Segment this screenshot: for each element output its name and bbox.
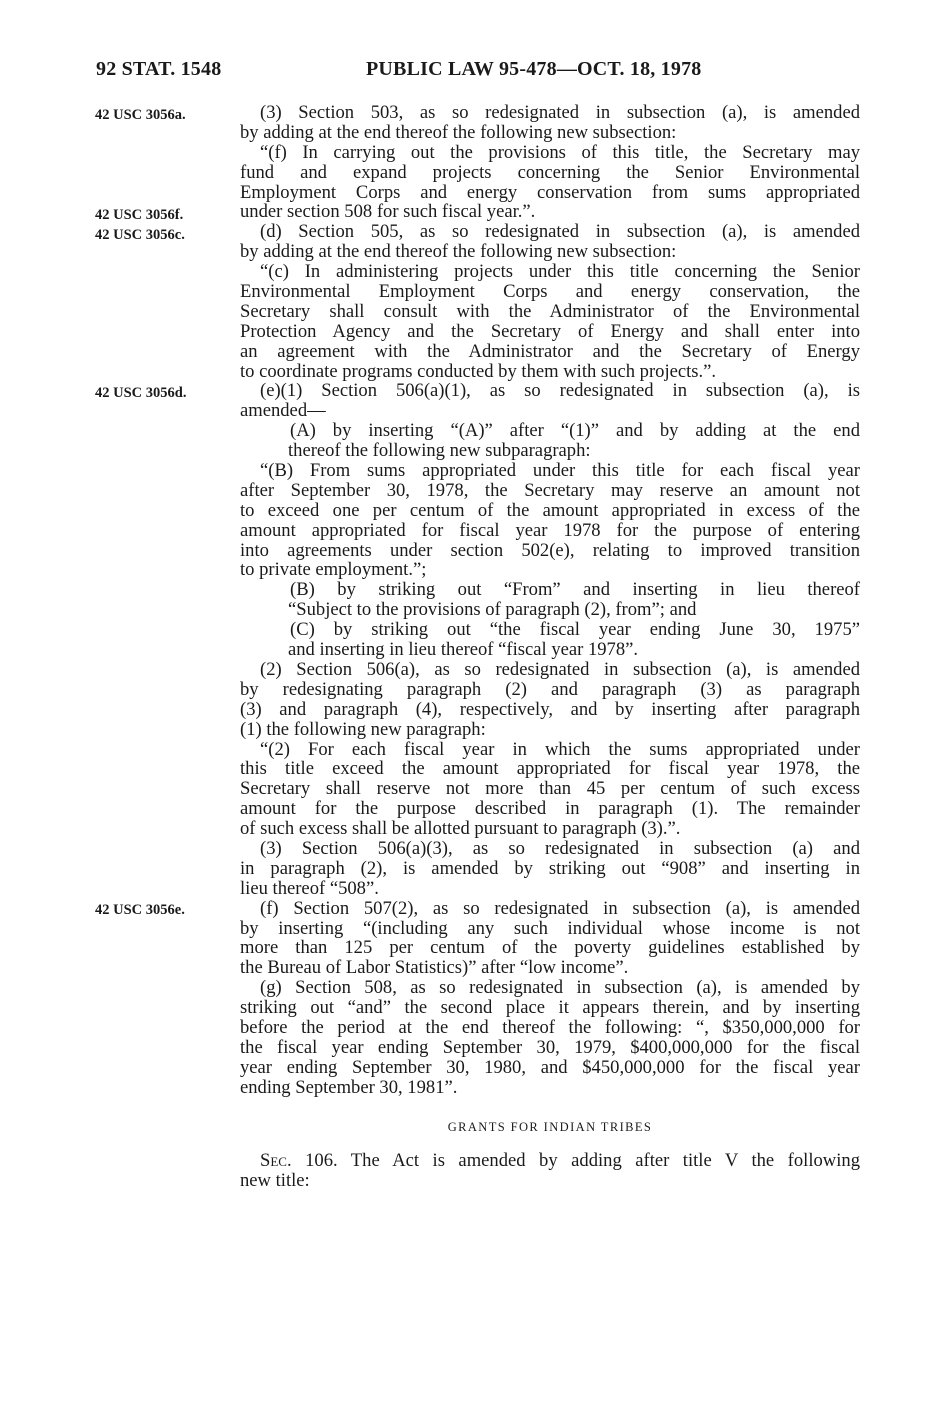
- text-line: to private employment.”;: [240, 559, 427, 581]
- text-line: Employment Corps and energy conservation from sums appropriated: [240, 181, 860, 203]
- text-line: (C) by striking out “the fiscal year ending June 30, 1975”: [290, 619, 860, 641]
- text-line: amended—: [240, 400, 326, 422]
- text-line: Secretary shall reserve not more than 45 per centum of such excess: [240, 778, 860, 800]
- text-line: [240, 1151, 860, 1171]
- text-line: (2) Section 506(a), as so redesignated in subsection (a), is amended: [260, 658, 860, 680]
- text-line: (A) by inserting “(A)” after “(1)” and by adding at the end: [290, 420, 860, 442]
- section-label: Sec.: [260, 1150, 292, 1171]
- text-line: (f) Section 507(2), as so redesignated in subsection (a), is amended: [260, 897, 860, 919]
- text-line: “Subject to the provisions of paragraph (2), from”; and: [288, 599, 697, 621]
- section-106: [240, 1151, 860, 1191]
- text-line: “(B) From sums appropriated under this title for each fiscal year: [260, 460, 860, 482]
- text-line: (B) by striking out “From” and inserting in lieu thereof: [290, 579, 860, 601]
- margin-citation: 42 USC 3056e.: [95, 902, 185, 918]
- text-line: of such excess shall be allotted pursuant to paragraph (3).”.: [240, 818, 681, 840]
- text-line: amount for the purpose described in paragraph (1). The remainder: [240, 798, 860, 820]
- text-line: after September 30, 1978, the Secretary may reserve an amount not: [240, 479, 860, 501]
- text-line: the fiscal year ending September 30, 1979, $400,000,000 for the fiscal: [240, 1036, 860, 1058]
- text-line: striking out “and” the second place it appears therein, and by inserting: [240, 997, 860, 1019]
- text-line: by inserting “(including any such individual whose income is not: [240, 917, 860, 939]
- text-line: in paragraph (2), is amended by striking out “908” and inserting in: [240, 857, 860, 879]
- text-line: to coordinate programs conducted by them with such projects.”.: [240, 360, 717, 382]
- text-line: under section 508 for such fiscal year.”.: [240, 201, 536, 223]
- text-line: the Bureau of Labor Statistics)” after “low income”.: [240, 957, 629, 979]
- text-line: Protection Agency and the Secretary of Energy and shall enter into: [240, 320, 860, 342]
- statute-body: [240, 103, 860, 1098]
- text-line: (e)(1) Section 506(a)(1), as so redesignated in subsection (a), is: [260, 380, 860, 402]
- stat-page-number: 92 STAT. 1548: [96, 58, 222, 80]
- text-line: “(2) For each fiscal year in which the sums appropriated under: [260, 738, 860, 760]
- text-line: by adding at the end thereof the following new subsection:: [240, 121, 677, 143]
- text-line: (3) and paragraph (4), respectively, and by inserting after paragraph: [240, 698, 860, 720]
- text-line: (g) Section 508, as so redesignated in subsection (a), is amended by: [260, 977, 860, 999]
- text-line: into agreements under section 502(e), relating to improved transition: [240, 539, 860, 561]
- text-line: (1) the following new paragraph:: [240, 718, 486, 740]
- section-text: 106. The Act is amended by adding after title V the following: [291, 1150, 860, 1171]
- margin-citation: 42 USC 3056f.: [95, 207, 184, 223]
- text-line: more than 125 per centum of the poverty guidelines established by: [240, 937, 860, 959]
- running-header: [96, 58, 866, 84]
- text-line: before the period at the end thereof the following: “, $350,000,000 for: [240, 1016, 860, 1038]
- text-line: amount appropriated for fiscal year 1978 for the purpose of entering: [240, 519, 860, 541]
- text-line: new title:: [240, 1169, 310, 1191]
- text-line: ending September 30, 1981”.: [240, 1076, 458, 1098]
- text-line: and inserting in lieu thereof “fiscal year 1978”.: [288, 639, 639, 661]
- text-line: this title exceed the amount appropriated for fiscal year 1978, the: [240, 758, 860, 780]
- text-line: (d) Section 505, as so redesignated in subsection (a), is amended: [260, 221, 860, 243]
- margin-citation: 42 USC 3056a.: [95, 107, 186, 123]
- margin-citation: 42 USC 3056d.: [95, 385, 187, 401]
- text-line: Secretary shall consult with the Administrator of the Environmental: [240, 300, 860, 322]
- text-line: year ending September 30, 1980, and $450,000,000 for the fiscal year: [240, 1056, 860, 1078]
- text-line: by redesignating paragraph (2) and paragraph (3) as paragraph: [240, 678, 860, 700]
- text-line: (3) Section 503, as so redesignated in subsection (a), is amended: [260, 102, 860, 123]
- text-line: fund and expand projects concerning the Senior Environmental: [240, 161, 860, 183]
- text-line: Environmental Employment Corps and energy conservation, the: [240, 281, 860, 303]
- text-line: by adding at the end thereof the following new subsection:: [240, 241, 677, 263]
- text-line: to exceed one per centum of the amount appropriated in excess of the: [240, 499, 860, 521]
- margin-citation: 42 USC 3056c.: [95, 227, 185, 243]
- text-line: an agreement with the Administrator and the Secretary of Energy: [240, 340, 860, 362]
- text-line: “(f) In carrying out the provisions of this title, the Secretary may: [260, 141, 860, 163]
- section-heading: GRANTS FOR INDIAN TRIBES: [447, 1120, 653, 1134]
- text-line: thereof the following new subparagraph:: [288, 440, 591, 462]
- text-line: “(c) In administering projects under this title concerning the Senior: [260, 261, 860, 283]
- text-line: (3) Section 506(a)(3), as so redesignated in subsection (a) and: [260, 837, 860, 859]
- text-line: lieu thereof “508”.: [240, 877, 379, 899]
- page-title: PUBLIC LAW 95-478—OCT. 18, 1978: [366, 58, 702, 80]
